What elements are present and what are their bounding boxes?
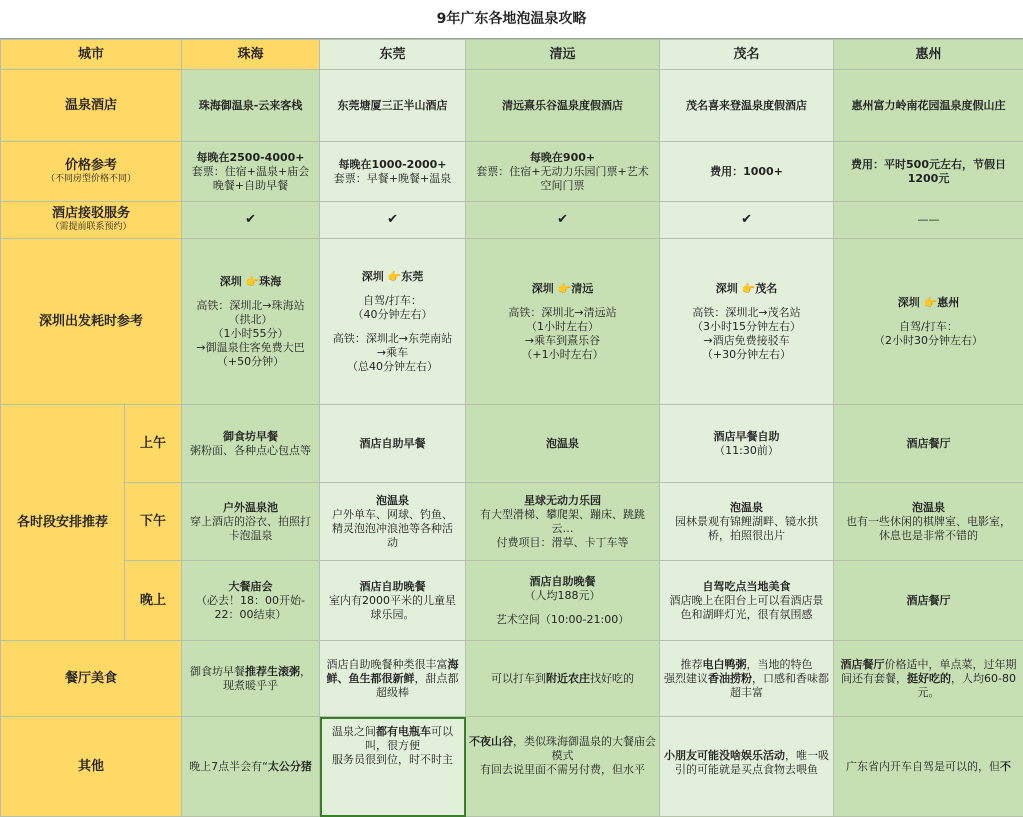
travel-line: →乘车 (323, 346, 462, 360)
price-line: 套票：住宿+无动力乐园门票+艺术 (469, 165, 656, 179)
food-text: ，甜点都超级棒 (376, 672, 459, 699)
morning-dongguan[interactable] (320, 405, 466, 483)
evening-title: 酒店自助晚餐 (323, 580, 462, 594)
evening-line: 室内有2000平米的儿童星 (323, 594, 462, 608)
food-text: ，人均60-80元。 (918, 672, 1016, 699)
travel-line: （拱北） (185, 313, 316, 327)
label-pickup (1, 202, 182, 239)
food-text: 御食坊早餐 (190, 665, 245, 678)
travel-qingyuan[interactable] (466, 239, 660, 405)
row-hotel (1, 70, 1023, 142)
row-pickup (1, 202, 1023, 239)
afternoon-maoming[interactable] (660, 483, 834, 561)
label-price-text: 价格参考 (65, 158, 117, 173)
travel-head: 深圳 👉惠州 (837, 296, 1020, 310)
label-price (1, 142, 182, 202)
travel-line: 高铁：深圳北→东莞南站 (323, 332, 462, 346)
travel-maoming[interactable] (660, 239, 834, 405)
travel-line: （+1小时左右） (469, 348, 656, 362)
other-text: 温泉之间 (332, 725, 376, 738)
city-qingyuan[interactable]: 清远 (466, 40, 660, 70)
afternoon-line: 户外单车、网球、钓鱼、 (323, 508, 462, 522)
row-afternoon (1, 483, 1023, 561)
row-city (1, 40, 1023, 70)
travel-huizhou[interactable] (834, 239, 1023, 405)
other-highlight: 太公分猪 (268, 760, 312, 773)
price-line: 晚餐+自助早餐 (185, 179, 316, 193)
evening-dongguan[interactable] (320, 561, 466, 641)
evening-line: 球乐园。 (323, 608, 462, 622)
travel-head: 深圳 👉茂名 (663, 282, 830, 296)
label-food: 餐厅美食 (1, 641, 182, 717)
food-text: 酒店自助晚餐种类很丰富 (327, 658, 448, 671)
food-text: 找好吃的 (590, 672, 634, 685)
travel-line: （3小时15分钟左右） (663, 320, 830, 334)
hotel-dongguan[interactable]: 东莞塘厦三正半山酒店 (320, 70, 466, 142)
food-qingyuan[interactable] (466, 641, 660, 717)
travel-line: （1小时左右） (469, 320, 656, 334)
travel-line: →御温泉住客免费大巴 (185, 341, 316, 355)
price-line: 费用：平时500元左右，节假日 (837, 158, 1020, 172)
food-text: 推荐 (681, 658, 703, 671)
travel-line: （1小时55分） (185, 327, 316, 341)
afternoon-line: 有大型滑梯、攀爬架、蹦床、跳跳 (469, 508, 656, 522)
row-price (1, 142, 1023, 202)
food-text: 价格适中，单点菜，过年期间还有套餐， (841, 658, 1016, 685)
food-text: ，现煮暖乎乎 (223, 665, 311, 692)
food-highlight: 挺好吃的 (907, 672, 951, 685)
label-travel: 深圳出发耗时参考 (1, 239, 182, 405)
row-morning (1, 405, 1023, 483)
hotel-huizhou[interactable]: 惠州富力岭南花园温泉度假山庄 (834, 70, 1023, 142)
hot-spring-guide-table (0, 39, 1023, 817)
afternoon-line: 园林景观有锦鲤湖畔、镜水拱 (663, 515, 830, 529)
afternoon-line: 动 (323, 536, 462, 550)
label-city: 城市 (1, 40, 182, 70)
other-text: 服务员很到位，时不时主 (332, 753, 453, 766)
row-travel (1, 239, 1023, 405)
travel-line: 高铁：深圳北→珠海站 (185, 299, 316, 313)
other-maoming[interactable] (660, 717, 834, 817)
morning-title: 酒店早餐自助 (663, 430, 830, 444)
price-line: 套票：住宿+温泉+庙会 (185, 165, 316, 179)
afternoon-zhuhai[interactable] (182, 483, 320, 561)
food-highlight: 推荐生滚粥 (245, 665, 300, 678)
price-line: 每晚在2500-4000+ (185, 151, 316, 165)
row-food (1, 641, 1023, 717)
food-text: ，当地的特色 (747, 658, 813, 671)
morning-title: 御食坊早餐 (185, 430, 316, 444)
other-qingyuan[interactable] (466, 717, 660, 817)
label-morning: 上午 (125, 405, 182, 483)
label-pickup-note: （需提前联系预约） (4, 221, 178, 233)
price-line: 每晚在1000-2000+ (323, 158, 462, 172)
label-evening: 晚上 (125, 561, 182, 641)
price-line: 空间门票 (469, 179, 656, 193)
label-price-note: （不同房型价格不同） (4, 173, 178, 185)
other-text: ，唯一吸引的可能就是买点食物去喂鱼 (675, 749, 829, 776)
other-text: 可以叫，很方便 (365, 725, 453, 752)
evening-line: 色和湖畔灯光，很有氛围感 (663, 608, 830, 622)
evening-line: 酒店晚上在阳台上可以看酒店景 (663, 594, 830, 608)
evening-line: 22：00结束） (185, 608, 316, 622)
afternoon-line: 云… (469, 522, 656, 536)
hotel-zhuhai[interactable]: 珠海御温泉-云来客栈 (182, 70, 320, 142)
evening-title: 酒店餐厅 (837, 594, 1020, 608)
travel-line: →酒店免费接驳车 (663, 334, 830, 348)
afternoon-line: 也有一些休闲的棋牌室、电影室， (837, 515, 1020, 529)
travel-line: 高铁：深圳北→茂名站 (663, 306, 830, 320)
afternoon-line: 付费项目：滑草、卡丁车等 (469, 536, 656, 550)
pickup-zhuhai[interactable]: ✔ (182, 202, 320, 239)
pickup-qingyuan[interactable]: ✔ (466, 202, 660, 239)
price-line: 套票：早餐+晚餐+温泉 (323, 172, 462, 186)
afternoon-qingyuan[interactable] (466, 483, 660, 561)
other-text: 有回去说里面不需另付费，但水平 (480, 763, 645, 776)
city-zhuhai[interactable]: 珠海 (182, 40, 320, 70)
morning-line: 粥粉面、各种点心包点等 (185, 444, 316, 458)
evening-zhuhai[interactable] (182, 561, 320, 641)
food-maoming[interactable] (660, 641, 834, 717)
other-text: 广东省内开车自驾是可以的，但 (846, 760, 1000, 773)
label-pickup-text: 酒店接驳服务 (52, 206, 130, 221)
morning-maoming[interactable] (660, 405, 834, 483)
pickup-maoming[interactable]: ✔ (660, 202, 834, 239)
food-dongguan[interactable] (320, 641, 466, 717)
city-dongguan[interactable]: 东莞 (320, 40, 466, 70)
other-highlight: 不夜山谷 (469, 735, 513, 748)
afternoon-line: 穿上酒店的浴衣、拍照打 (185, 515, 316, 529)
hotel-qingyuan[interactable]: 清远熹乐谷温泉度假酒店 (466, 70, 660, 142)
other-highlight: 不 (1000, 760, 1011, 773)
morning-line: （11:30前） (663, 444, 830, 458)
afternoon-huizhou[interactable] (834, 483, 1023, 561)
evening-title: 大餐庙会 (185, 580, 316, 594)
food-zhuhai[interactable] (182, 641, 320, 717)
hotel-maoming[interactable]: 茂名喜来登温泉度假酒店 (660, 70, 834, 142)
afternoon-line: 卡泡温泉 (185, 529, 316, 543)
label-other: 其他 (1, 717, 182, 817)
food-text: 可以打车到 (491, 672, 546, 685)
price-huizhou[interactable] (834, 142, 1023, 202)
page-title: 9年广东各地泡温泉攻略 (0, 0, 1023, 39)
other-dongguan[interactable] (320, 717, 466, 817)
city-huizhou[interactable]: 惠州 (834, 40, 1023, 70)
evening-huizhou[interactable] (834, 561, 1023, 641)
travel-zhuhai[interactable] (182, 239, 320, 405)
travel-line: 高铁：深圳北→清远站 (469, 306, 656, 320)
evening-maoming[interactable] (660, 561, 834, 641)
pickup-dongguan[interactable]: ✔ (320, 202, 466, 239)
price-dongguan[interactable] (320, 142, 466, 202)
afternoon-dongguan[interactable] (320, 483, 466, 561)
travel-head: 深圳 👉东莞 (323, 270, 462, 284)
afternoon-line: 精灵泡泡冲浪池等各种活 (323, 522, 462, 536)
city-maoming[interactable]: 茂名 (660, 40, 834, 70)
travel-line: （+30分钟左右） (663, 348, 830, 362)
evening-title: 酒店自助晚餐 (469, 575, 656, 589)
label-hotel: 温泉酒店 (1, 70, 182, 142)
afternoon-title: 泡温泉 (837, 501, 1020, 515)
morning-zhuhai[interactable] (182, 405, 320, 483)
price-line: 1200元 (837, 172, 1020, 186)
travel-line: （40分钟左右） (323, 308, 462, 322)
other-highlight: 都有电瓶车 (376, 725, 431, 738)
row-other (1, 717, 1023, 817)
travel-head: 深圳 👉珠海 (185, 275, 316, 289)
morning-title: 酒店自助早餐 (323, 437, 462, 451)
afternoon-title: 泡温泉 (663, 501, 830, 515)
other-zhuhai[interactable] (182, 717, 320, 817)
other-text: 晚上7点半会有“ (189, 760, 268, 773)
other-text: ，类似珠海御温泉的大餐庙会模式 (513, 735, 656, 762)
evening-line: （必去！18：00开始- (185, 594, 316, 608)
travel-line: 自驾/打车： (837, 320, 1020, 334)
evening-line: （人均188元） (469, 589, 656, 603)
morning-title: 酒店餐厅 (837, 437, 1020, 451)
afternoon-title: 泡温泉 (323, 494, 462, 508)
morning-title: 泡温泉 (469, 437, 656, 451)
label-schedule: 各时段安排推荐 (1, 405, 125, 641)
food-huizhou[interactable] (834, 641, 1023, 717)
price-maoming[interactable] (660, 142, 834, 202)
afternoon-line: 桥，拍照很出片 (663, 529, 830, 543)
travel-dongguan[interactable] (320, 239, 466, 405)
other-huizhou[interactable] (834, 717, 1023, 817)
food-highlight: 海鲜、鱼生都很新鲜 (327, 658, 459, 685)
travel-line: 自驾/打车： (323, 294, 462, 308)
food-highlight: 酒店餐厅 (841, 658, 885, 671)
food-highlight: 附近农庄 (546, 672, 590, 685)
food-highlight: 香油捞粉 (708, 672, 752, 685)
row-evening (1, 561, 1023, 641)
other-highlight: 小朋友可能没啥娱乐活动 (664, 749, 785, 762)
afternoon-title: 户外温泉池 (185, 501, 316, 515)
evening-qingyuan[interactable] (466, 561, 660, 641)
travel-line: （总40分钟左右） (323, 360, 462, 374)
evening-line: 艺术空间（10:00-21:00） (469, 613, 656, 627)
food-text: ，口感和香味都超丰富 (730, 672, 829, 699)
travel-line: （2小时30分钟左右） (837, 334, 1020, 348)
travel-line: →乘车到熹乐谷 (469, 334, 656, 348)
afternoon-line: 休息也是非常不错的 (837, 529, 1020, 543)
price-line: 每晚在900+ (469, 151, 656, 165)
food-highlight: 电白鸭粥 (703, 658, 747, 671)
price-qingyuan[interactable] (466, 142, 660, 202)
evening-title: 自驾吃点当地美食 (663, 580, 830, 594)
afternoon-title: 星球无动力乐园 (469, 494, 656, 508)
food-text: 强烈建议 (664, 672, 708, 685)
travel-head: 深圳 👉清远 (469, 282, 656, 296)
morning-qingyuan[interactable] (466, 405, 660, 483)
price-line: 费用：1000+ (663, 165, 830, 179)
label-afternoon: 下午 (125, 483, 182, 561)
morning-huizhou[interactable] (834, 405, 1023, 483)
price-zhuhai[interactable] (182, 142, 320, 202)
travel-line: （+50分钟） (185, 355, 316, 369)
pickup-huizhou[interactable]: —— (834, 202, 1023, 239)
